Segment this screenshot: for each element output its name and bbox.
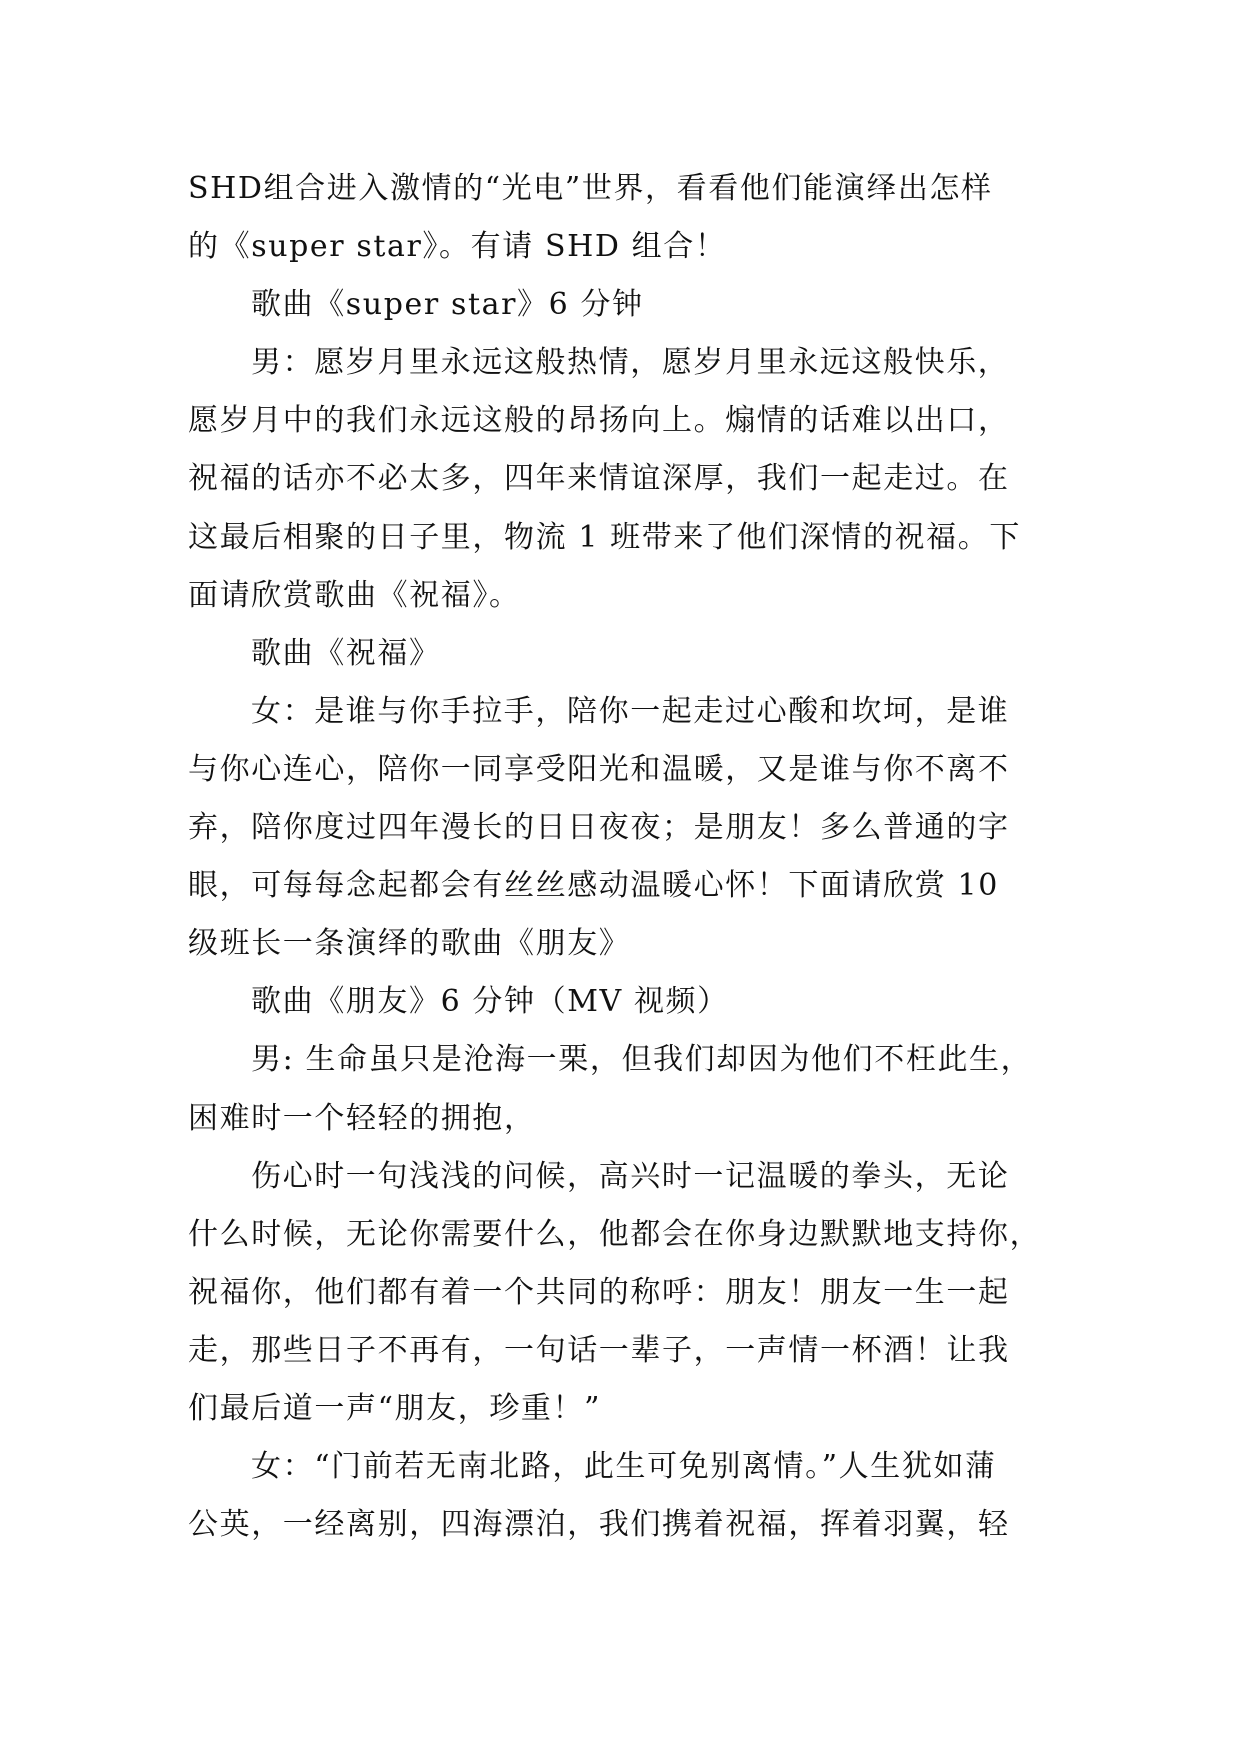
text-line-3: 歌曲《super star》6 分钟 <box>251 287 644 323</box>
text-line-18: 伤心时一句浅浅的问候，高兴时一记温暖的拳头，无论 <box>251 1158 1010 1194</box>
document-body <box>188 160 1068 1554</box>
text-line-13: 眼，可每每念起都会有丝丝感动温暖心怀！下面请欣赏 10 <box>188 868 999 904</box>
text-line-15: 歌曲《朋友》6 分钟（MV 视频） <box>251 984 729 1020</box>
text-line-5: 愿岁月中的我们永远这般的昂扬向上。煽情的话难以出口， <box>188 403 1010 439</box>
text-line-22: 们最后道一声“朋友，珍重！” <box>188 1390 602 1426</box>
text-line-4: 男：愿岁月里永远这般热情，愿岁月里永远这般快乐， <box>251 345 1010 381</box>
text-line-7: 这最后相聚的日子里，物流 1 班带来了他们深情的祝福。下 <box>188 519 1021 555</box>
text-line-1: SHD组合进入激情的“光电”世界，看看他们能演绎出怎样 <box>188 171 993 206</box>
text-line-11: 与你心连心，陪你一同享受阳光和温暖，又是谁与你不离不 <box>188 751 1010 787</box>
text-line-10: 女：是谁与你手拉手，陪你一起走过心酸和坎坷，是谁 <box>251 693 1010 729</box>
text-line-14: 级班长一条演绎的歌曲《朋友》 <box>188 926 631 962</box>
text-line-2: 的《super star》。有请 SHD 组合！ <box>188 229 727 265</box>
text-line-8: 面请欣赏歌曲《祝福》。 <box>188 577 521 613</box>
text-line-19: 什么时候，无论你需要什么，他都会在你身边默默地支持你， <box>188 1216 1042 1252</box>
text-line-23: 女：“门前若无南北路，此生可免别离情。”人生犹如蒲 <box>251 1449 997 1485</box>
text-line-9: 歌曲《祝福》 <box>251 635 441 671</box>
text-line-16: 男: 生命虽只是沧海一栗，但我们却因为他们不枉此生， <box>251 1042 1033 1078</box>
text-line-6: 祝福的话亦不必太多，四年来情谊深厚，我们一起走过。在 <box>188 461 1010 497</box>
text-line-24: 公英，一经离别，四海漂泊，我们携着祝福，挥着羽翼，轻 <box>188 1507 1010 1543</box>
text-line-21: 走，那些日子不再有，一句话一辈子，一声情一杯酒！让我 <box>188 1332 1010 1368</box>
text-line-17: 困难时一个轻轻的拥抱， <box>188 1100 536 1136</box>
text-line-20: 祝福你，他们都有着一个共同的称呼：朋友！朋友一生一起 <box>188 1274 1010 1310</box>
text-line-12: 弃，陪你度过四年漫长的日日夜夜；是朋友！多么普通的字 <box>188 810 1010 846</box>
